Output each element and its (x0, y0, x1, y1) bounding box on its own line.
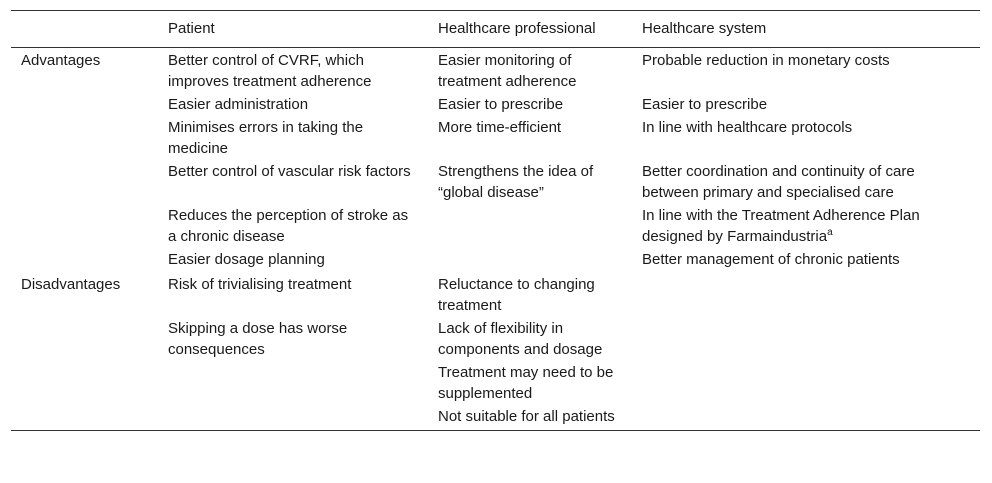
cell-healthcare-professional-text: Reluctance to changing treatment (438, 276, 595, 314)
cell-healthcare-system-text: In line with healthcare protocols (642, 119, 853, 136)
table-row (11, 248, 980, 271)
cell-healthcare-system-text: Better coordination and continuity of care between primary and specialised care (642, 163, 915, 201)
cell-healthcare-professional-text: Easier monitoring of treatment adherence (438, 52, 577, 90)
cell-healthcare-system (632, 48, 980, 94)
cell-healthcare-professional (428, 116, 632, 160)
header-patient: Patient (168, 20, 215, 37)
cell-healthcare-system-text: Better management of chronic patients (642, 251, 900, 268)
cell-patient-text: Easier dosage planning (168, 251, 325, 268)
cell-category (11, 48, 158, 94)
table-row (11, 204, 980, 248)
table-row (11, 48, 980, 94)
table-row (11, 317, 980, 361)
table-row (11, 271, 980, 317)
cell-patient-text: Minimises errors in taking the medicine (168, 119, 364, 157)
cell-category (11, 116, 158, 160)
cell-category (11, 361, 158, 405)
cell-patient (158, 204, 428, 248)
cell-patient (158, 361, 428, 405)
cell-healthcare-professional-text: Treatment may need to be supplemented (438, 364, 614, 402)
cell-patient-text: Risk of trivialising treatment (168, 276, 352, 293)
cell-healthcare-professional (428, 160, 632, 204)
cell-patient-text: Better control of CVRF, which improves treatment adherence (168, 52, 372, 90)
cell-healthcare-professional (428, 271, 632, 317)
table-header (11, 11, 980, 48)
cell-category (11, 204, 158, 248)
cell-healthcare-professional (428, 317, 632, 361)
cell-healthcare-system (632, 405, 980, 431)
cell-healthcare-system (632, 271, 980, 317)
cell-healthcare-professional (428, 248, 632, 271)
footnote-marker: a (827, 227, 833, 238)
cell-patient-text: Better control of vascular risk factors (168, 163, 411, 180)
cell-healthcare-professional (428, 93, 632, 116)
cell-patient (158, 248, 428, 271)
header-category (11, 11, 158, 48)
cell-patient (158, 405, 428, 431)
table-row (11, 361, 980, 405)
cell-healthcare-professional-text: Not suitable for all patients (438, 408, 615, 425)
comparison-table-container (11, 10, 980, 431)
cell-patient-text: Reduces the perception of stroke as a chronic disease (168, 207, 409, 245)
cell-category-text: Disadvantages (21, 276, 121, 293)
cell-healthcare-system (632, 204, 980, 248)
cell-healthcare-system (632, 93, 980, 116)
cell-category (11, 405, 158, 431)
cell-patient (158, 116, 428, 160)
cell-healthcare-system-text: In line with the Treatment Adherence Plan designed by Farmaindustria (642, 207, 920, 245)
cell-category (11, 160, 158, 204)
cell-healthcare-professional-text: More time-efficient (438, 119, 562, 136)
cell-healthcare-system-text: Easier to prescribe (642, 96, 768, 113)
cell-patient (158, 48, 428, 94)
cell-healthcare-system (632, 248, 980, 271)
header-healthcare-system: Healthcare system (642, 20, 767, 37)
cell-patient (158, 317, 428, 361)
cell-healthcare-professional (428, 361, 632, 405)
cell-healthcare-system (632, 116, 980, 160)
cell-healthcare-professional-text: Lack of flexibility in components and dosage (438, 320, 603, 358)
table-row (11, 93, 980, 116)
cell-category (11, 93, 158, 116)
cell-category (11, 271, 158, 317)
cell-healthcare-professional-text: Strengthens the idea of “global disease” (438, 163, 594, 201)
cell-patient (158, 271, 428, 317)
table-row (11, 160, 980, 204)
table-body (11, 48, 980, 431)
cell-healthcare-system (632, 160, 980, 204)
cell-category (11, 317, 158, 361)
cell-patient-text: Easier administration (168, 96, 309, 113)
comparison-table (11, 10, 980, 431)
cell-healthcare-professional (428, 405, 632, 431)
cell-healthcare-system (632, 317, 980, 361)
cell-healthcare-system (632, 361, 980, 405)
cell-patient-text: Skipping a dose has worse consequences (168, 320, 348, 358)
cell-patient (158, 160, 428, 204)
table-row (11, 116, 980, 160)
cell-healthcare-system-text: Probable reduction in monetary costs (642, 52, 890, 69)
cell-patient (158, 93, 428, 116)
header-row (11, 11, 980, 48)
cell-category (11, 248, 158, 271)
cell-healthcare-professional (428, 204, 632, 248)
table-row (11, 405, 980, 431)
header-healthcare-professional: Healthcare professional (438, 20, 596, 37)
cell-category-text: Advantages (21, 52, 101, 69)
cell-healthcare-professional (428, 48, 632, 94)
cell-healthcare-professional-text: Easier to prescribe (438, 96, 564, 113)
